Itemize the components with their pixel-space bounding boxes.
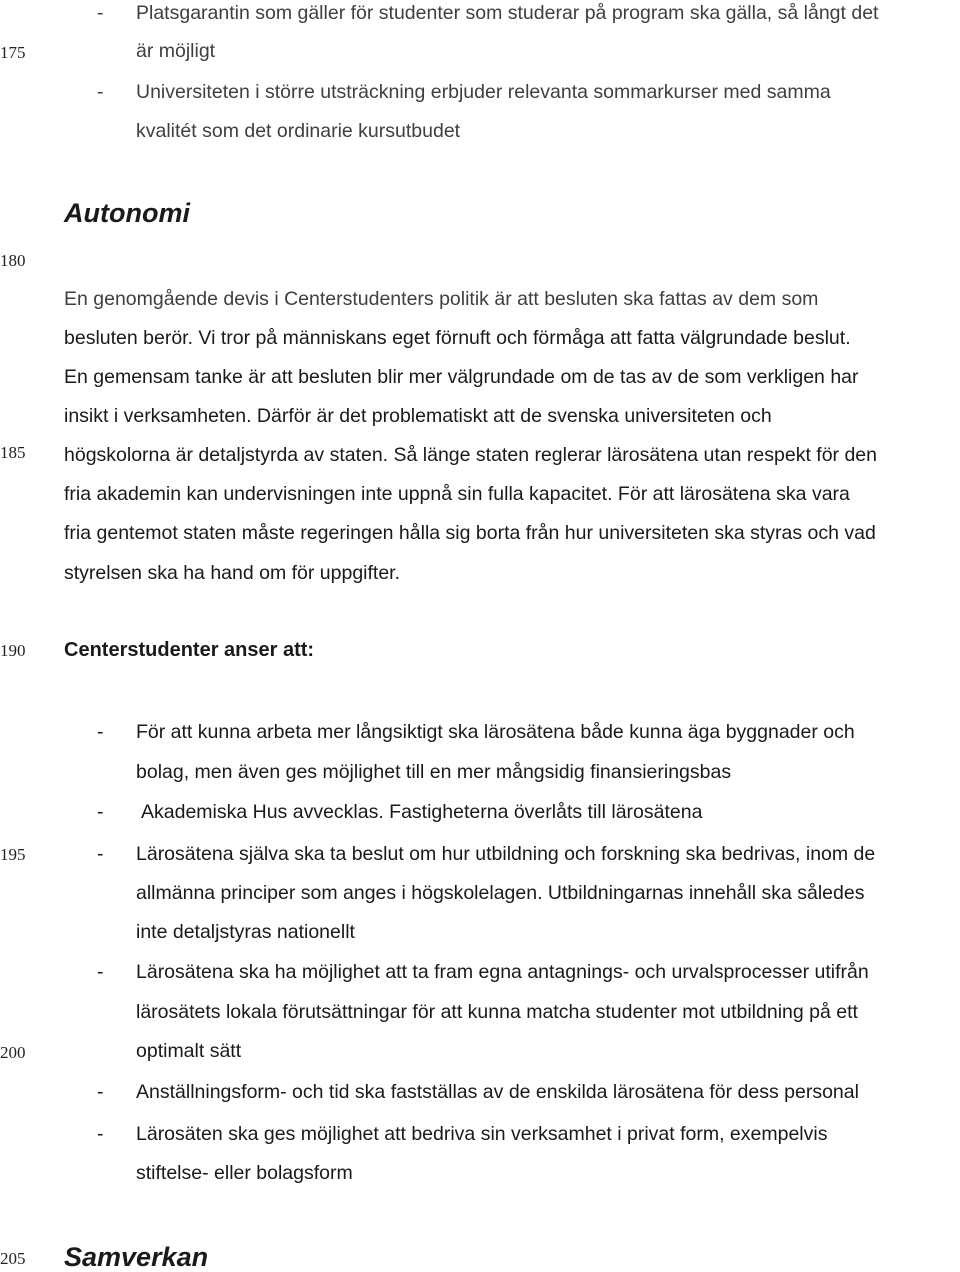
list-item-line: Anställningsform- och tid ska fastställas av de enskilda lärosätena för dess personal xyxy=(136,1081,859,1103)
section-heading-anser: Centerstudenter anser att: xyxy=(64,639,315,661)
list-dash: - xyxy=(97,81,104,103)
line-number: 200 xyxy=(0,1043,26,1062)
list-item-line: Lärosäten ska ges möjlighet att bedriva sin verksamhet i privat form, exempelvis xyxy=(136,1123,828,1145)
paragraph-line: fria akademin kan undervisningen inte uppnå sin fulla kapacitet. För att lärosätena ska vara xyxy=(64,483,850,505)
list-dash: - xyxy=(97,1123,104,1145)
line-number: 190 xyxy=(0,641,26,660)
section-heading-autonomi: Autonomi xyxy=(64,198,190,228)
section-heading-samverkan: Samverkan xyxy=(64,1242,209,1272)
list-dash: - xyxy=(97,801,104,823)
list-dash: - xyxy=(97,721,104,743)
list-dash: - xyxy=(97,961,104,983)
line-number: 180 xyxy=(0,251,26,270)
line-number: 205 xyxy=(0,1249,26,1268)
list-dash: - xyxy=(97,2,104,24)
list-item-line: optimalt sätt xyxy=(136,1040,242,1062)
line-number: 185 xyxy=(0,443,26,462)
line-number: 195 xyxy=(0,845,26,864)
list-item-line: För att kunna arbeta mer långsiktigt ska lärosätena både kunna äga byggnader och xyxy=(136,721,855,743)
list-item-line: är möjligt xyxy=(136,40,216,62)
list-dash: - xyxy=(97,843,104,865)
list-item-line: Platsgarantin som gäller för studenter som studerar på program ska gälla, så långt det xyxy=(136,2,879,24)
paragraph-line: besluten berör. Vi tror på människans eget förnuft och förmåga att fatta välgrundade beslut. xyxy=(64,327,851,349)
list-item-line: kvalitét som det ordinarie kursutbudet xyxy=(136,120,461,142)
list-item-line: Universiteten i större utsträckning erbjuder relevanta sommarkurser med samma xyxy=(136,81,831,103)
list-item-line: lärosätets lokala förutsättningar för att kunna matcha studenter mot utbildning på ett xyxy=(136,1001,858,1023)
line-number: 175 xyxy=(0,43,26,62)
paragraph-line: En gemensam tanke är att besluten blir mer välgrundade om de tas av de som verkligen har xyxy=(64,366,859,388)
list-item-line: Lärosätena själva ska ta beslut om hur utbildning och forskning ska bedrivas, inom de xyxy=(136,843,876,865)
paragraph-line: insikt i verksamheten. Därför är det problematiskt att de svenska universiteten och xyxy=(64,405,772,427)
paragraph-line: En genomgående devis i Centerstudenters politik är att besluten ska fattas av dem som xyxy=(64,288,819,310)
list-item-line: Akademiska Hus avvecklas. Fastigheterna överlåts till lärosätena xyxy=(141,801,703,823)
list-item-line: Lärosätena ska ha möjlighet att ta fram egna antagnings- och urvalsprocesser utifrån xyxy=(136,961,869,983)
list-dash: - xyxy=(97,1081,104,1103)
paragraph-line: styrelsen ska ha hand om för uppgifter. xyxy=(64,562,401,584)
paragraph-line: högskolorna är detaljstyrda av staten. Så länge staten reglerar lärosätena utan respekt för den xyxy=(64,444,877,466)
list-item-line: bolag, men även ges möjlighet till en mer mångsidig finansieringsbas xyxy=(136,761,732,783)
list-item-line: allmänna principer som anges i högskolelagen. Utbildningarnas innehåll ska således xyxy=(136,882,865,904)
list-item-line: stiftelse- eller bolagsform xyxy=(136,1162,353,1184)
list-item-line: inte detaljstyras nationellt xyxy=(136,921,355,943)
paragraph-line: fria gentemot staten måste regeringen hålla sig borta från hur universiteten ska styras och vad xyxy=(64,522,876,544)
